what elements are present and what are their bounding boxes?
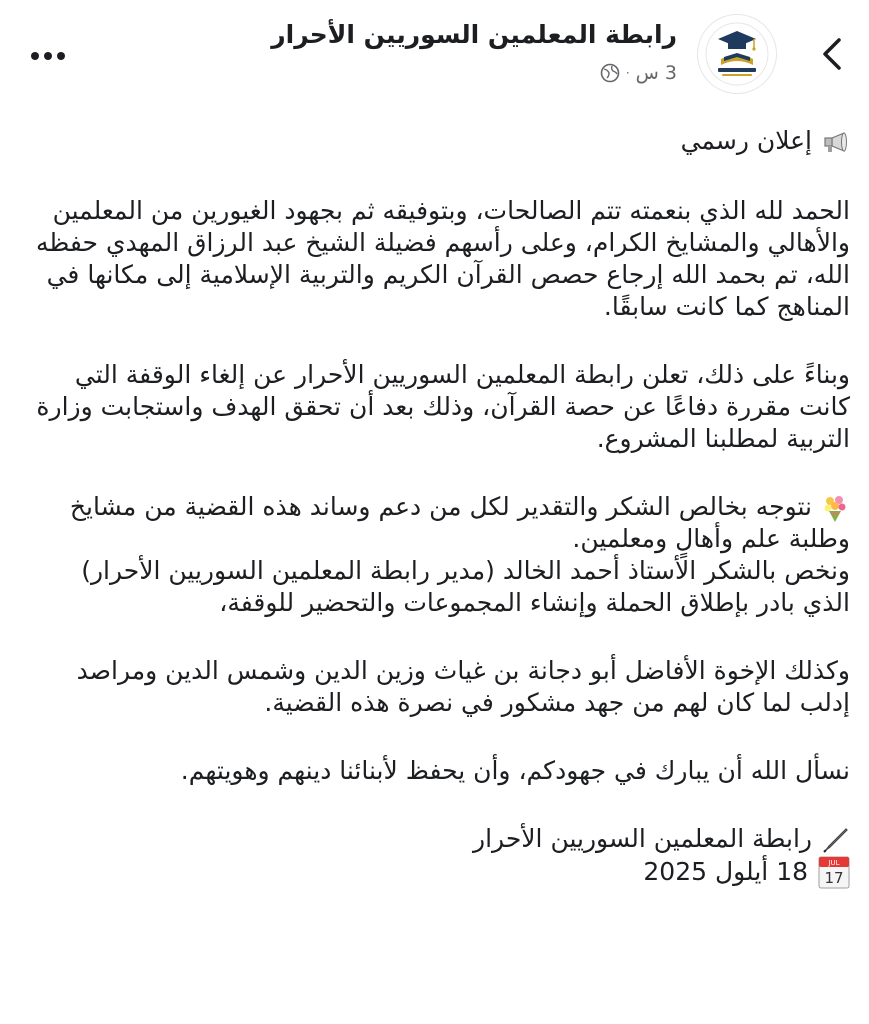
calendar-day: 17 xyxy=(824,869,844,887)
paragraph-3a xyxy=(36,491,850,555)
post-meta xyxy=(600,62,677,84)
paragraph-2: وبناءً على ذلك، تعلن رابطة المعلمين السوريين الأحرار عن إلغاء الوقفة التي كانت مقررة دفاعًا عن حصة القرآن، وذلك بعد أن تحقق الهدف واستجابت وزارة التربية لمطلبنا المشروع. xyxy=(36,360,850,453)
announcement-title-line xyxy=(36,125,850,157)
pen-icon xyxy=(820,825,850,855)
post-header xyxy=(0,0,869,110)
calendar-icon xyxy=(818,855,850,889)
signature-line xyxy=(36,823,850,855)
calendar-month: JUL xyxy=(828,859,840,867)
paragraph-3a-text: نتوجه بخالص الشكر والتقدير لكل من دعم وساند هذه القضية من مشايخ وطلبة علم وأهالٍ ومعلمين. xyxy=(69,492,850,553)
post-date: 18 أيلول 2025 xyxy=(643,857,808,886)
signature: رابطة المعلمين السوريين الأحرار xyxy=(473,824,812,853)
globe-icon xyxy=(600,63,620,83)
post-time[interactable]: 3 س xyxy=(635,62,677,84)
announcement-title: إعلان رسمي xyxy=(680,126,812,155)
page-name[interactable]: رابطة المعلمين السوريين الأحرار xyxy=(271,20,677,49)
more-options-button[interactable] xyxy=(30,40,66,61)
chevron-left-icon xyxy=(817,34,847,74)
more-options-icon xyxy=(30,51,66,61)
post-body xyxy=(36,125,850,889)
meta-separator: · xyxy=(625,66,630,80)
paragraph-1: الحمد لله الذي بنعمته تتم الصالحات، وبتوفيقه ثم بجهود الغيورين من المعلمين والأهالي والمشايخ الكرام، وعلى رأسهم فضيلة الشيخ عبد الرزاق المهدي حفظه الله، تم بحمد الله إرجاع حصص القرآن الكريم والتربية الإسلامية إلى مكانها في المناهج كما كانت سابقًا. xyxy=(36,196,850,321)
back-button[interactable] xyxy=(817,34,847,74)
paragraph-3b: ونخص بالشكر الأستاذ أحمد الخالد (مدير رابطة المعلمين السوريين الأحرار) الذي بادر بإطلاق الحملة وإنشاء المجموعات والتحضير للوقفة، xyxy=(81,556,850,617)
page-logo xyxy=(704,21,770,87)
megaphone-icon xyxy=(820,127,850,157)
paragraph-4: وكذلك الإخوة الأفاضل أبو دجانة بن غياث وزين الدين وشمس الدين ومراصد إدلب لما كان لهم من جهد مشكور في نصرة هذه القضية. xyxy=(76,656,850,717)
paragraph-5: نسأل الله أن يبارك في جهودكم، وأن يحفظ لأبنائنا دينهم وهويتهم. xyxy=(180,756,850,785)
bouquet-icon xyxy=(820,493,850,523)
date-line xyxy=(36,855,850,889)
avatar[interactable] xyxy=(697,14,777,94)
